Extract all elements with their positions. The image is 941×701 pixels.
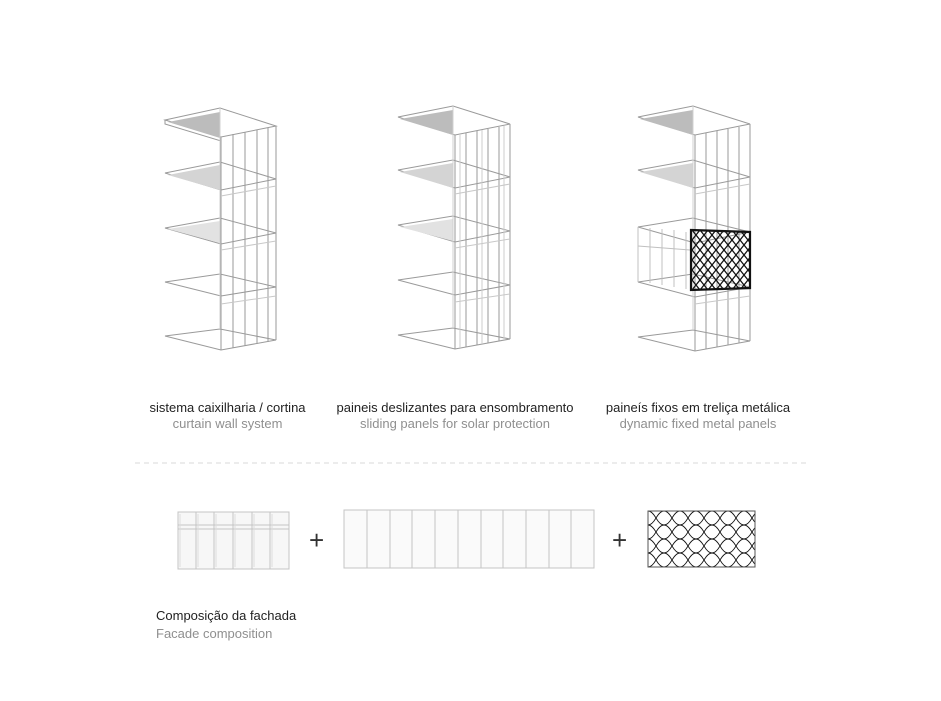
- caption-curtain-wall: [140, 400, 315, 432]
- caption-sliding-panels: [330, 400, 580, 432]
- caption-pt: paineís fixos em treliça metálica: [605, 400, 791, 415]
- composition-sliding-panels-elevation: [344, 510, 594, 568]
- building-sliding-panels: [398, 106, 510, 349]
- caption-en: dynamic fixed metal panels: [619, 416, 777, 431]
- caption-en: curtain wall system: [172, 416, 283, 431]
- floor-slabs: [638, 106, 750, 351]
- building-metal-panels: [638, 106, 750, 351]
- caption-metal-panels: [598, 400, 798, 432]
- composition-metal-lattice-elevation: [648, 511, 755, 567]
- composition-caption: [156, 607, 296, 643]
- floor-slabs: [398, 106, 510, 349]
- plus-operator-2: +: [612, 525, 628, 555]
- metal-lattice-panel: [691, 230, 750, 290]
- composition-curtain-wall-elevation: [178, 512, 289, 569]
- composition-title-pt: Composição da fachada: [156, 608, 297, 623]
- composition-title-en: Facade composition: [156, 626, 273, 641]
- caption-en: sliding panels for solar protection: [359, 416, 551, 431]
- building-curtain-wall: [165, 108, 276, 350]
- caption-pt: paineis deslizantes para ensombramento: [336, 400, 574, 415]
- caption-pt: sistema caixilharia / cortina: [149, 400, 306, 415]
- plus-operator-1: +: [309, 525, 325, 555]
